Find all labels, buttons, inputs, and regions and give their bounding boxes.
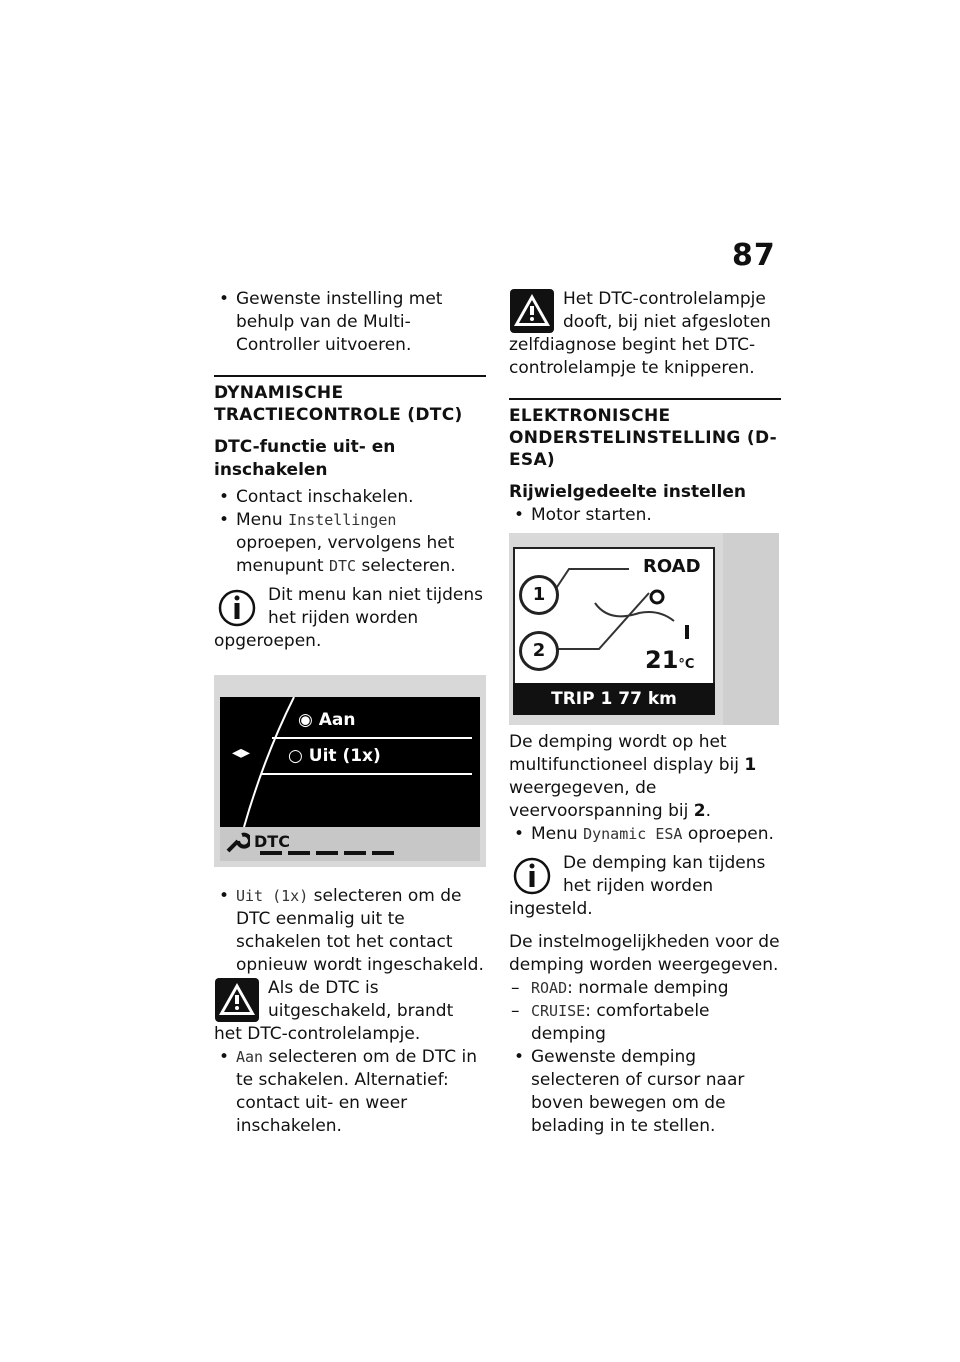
- bullet-uit: • Uit (1x) selecteren om de DTC eenmalig uit te schakelen tot het contact opnieuw wordt ingeschakeld.: [214, 885, 486, 977]
- dash-cruise: – CRUISE: comfortabele demping: [509, 1000, 781, 1046]
- bullet-menu-esa: • Menu Dynamic ESA oproepen.: [509, 823, 781, 846]
- info-note-right: De demping kan tijdens het rijden worden ingesteld.: [509, 853, 766, 919]
- warning-icon: [214, 977, 260, 1023]
- left-column: [214, 288, 486, 1138]
- temperature-readout: 21°C: [645, 646, 695, 674]
- esa-display-figure: [509, 533, 779, 725]
- info-icon: [509, 852, 555, 898]
- wrench-icon: [224, 829, 250, 855]
- section-title-dtc: DYNAMISCHE TRACTIECONTROLE (DTC): [214, 375, 486, 426]
- option-on: ◉ Aan: [298, 710, 356, 730]
- option-off: ○ Uit (1x): [288, 746, 381, 766]
- subheading-dtc: DTC-functie uit- en inschakelen: [214, 437, 396, 480]
- section-title-desa: ELEKTRONISCHE ONDERSTELINSTELLING (D-ESA): [509, 398, 781, 471]
- para-options: De instelmogelijkheden voor de demping worden weergegeven.: [509, 932, 780, 975]
- bullet-menu: • Menu Instellingen oproepen, vervolgens het menupunt DTC selecteren.: [214, 509, 486, 578]
- warning-icon: [509, 288, 555, 334]
- info-note: Dit menu kan niet tijdens het rijden worden opgeroepen.: [214, 585, 484, 651]
- bullet-select: • Gewenste demping selecteren of cursor naar boven bewegen om de belading in te stellen.: [509, 1046, 781, 1138]
- callout-2: 2: [519, 631, 559, 671]
- warning-note-right: Het DTC-controlelampje dooft, bij niet afgesloten zelfdiagnose begint het DTC-controlelampje te knipperen.: [509, 289, 771, 378]
- thermometer-icon: [685, 625, 689, 639]
- bullet-contact: • Contact inschakelen.: [214, 486, 486, 509]
- intro-bullet: • Gewenste instelling met behulp van de Multi-Controller uitvoeren.: [214, 288, 486, 357]
- subheading-desa: Rijwielgedeelte instellen: [509, 482, 746, 502]
- motorcycle-icon: [595, 603, 674, 621]
- mode-label: ROAD: [643, 556, 701, 577]
- trip-readout: TRIP 1 77 km: [513, 683, 715, 715]
- bullet-motor: • Motor starten.: [509, 504, 781, 527]
- bullet-aan: • Aan selecteren om de DTC in te schakelen. Alternatief: contact uit- en weer inschakelen.: [214, 1046, 486, 1138]
- callout-1: 1: [519, 575, 559, 615]
- selector-arrows-icon: ◂▸: [232, 742, 251, 763]
- para-damping: De demping wordt op het multifunctioneel display bij 1 weergegeven, de veervoorspanning bij 2.: [509, 732, 757, 821]
- dtc-display-figure: [214, 675, 486, 867]
- menu-label-dtc: DTC: [254, 832, 290, 851]
- page-number: 87: [732, 238, 776, 273]
- dash-road: – ROAD: normale demping: [509, 977, 781, 1000]
- warning-note: Als de DTC is uitgeschakeld, brandt het DTC-controlelampje.: [214, 978, 454, 1044]
- info-icon: [214, 584, 260, 630]
- right-column: [509, 288, 781, 1138]
